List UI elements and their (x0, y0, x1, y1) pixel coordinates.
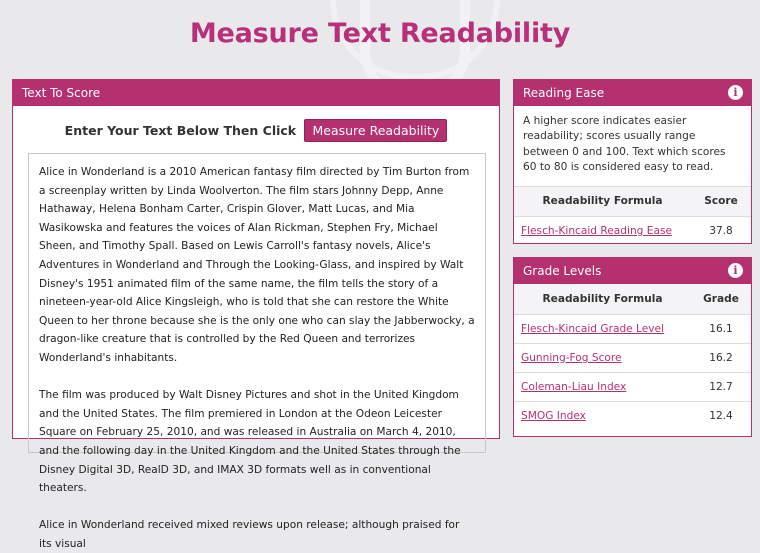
reading-ease-title: Reading Ease (523, 86, 605, 100)
enter-text-row (13, 119, 499, 142)
grade-levels-header (514, 258, 751, 284)
reading-ease-table (514, 186, 751, 246)
formula-link[interactable]: SMOG Index (521, 409, 586, 422)
measure-readability-button[interactable]: Measure Readability (304, 119, 447, 142)
grade-levels-table (514, 284, 751, 430)
text-paragraph: Alice in Wonderland received mixed reviews upon release; although praised for its visual (39, 519, 460, 550)
info-icon[interactable]: i (728, 263, 743, 278)
column-header-formula: Readability Formula (514, 186, 691, 216)
formula-link[interactable]: Gunning-Fog Score (521, 351, 622, 364)
text-paragraph: The film was produced by Walt Disney Pictures and shot in the United Kingdom and the United States. The film premiered in London at the Odeon Leicester Square on February 25, 2010, and was released in Australia on March 4, 2010, and the following day in the United Kingdom and the United States through the Disney Digital 3D, RealD 3D, and IMAX 3D formats well as in conventional theaters. (39, 389, 461, 495)
formula-link[interactable]: Flesch-Kincaid Reading Ease (521, 224, 672, 237)
formula-cell (514, 216, 691, 245)
table-row (514, 401, 751, 430)
text-to-score-panel (12, 79, 500, 550)
column-header-grade: Grade (691, 284, 751, 314)
grade-levels-panel (513, 257, 752, 437)
info-icon[interactable]: i (728, 85, 743, 100)
reading-ease-description: A higher score indicates easier readability; scores usually range between 0 and 100. Text which scores 60 to 80 is considered easy to read. (523, 115, 726, 174)
formula-cell (514, 372, 691, 401)
grade-cell: 16.2 (691, 343, 751, 372)
table-row (514, 216, 751, 245)
formula-cell (514, 343, 691, 372)
enter-text-prompt: Enter Your Text Below Then Click (64, 123, 297, 138)
score-cell: 37.8 (691, 216, 751, 245)
text-to-score-header: Text To Score (13, 80, 499, 106)
formula-link[interactable]: Coleman-Liau Index (521, 380, 627, 393)
column-header-formula: Readability Formula (514, 284, 691, 314)
text-input-area[interactable] (28, 153, 486, 550)
reading-ease-header (514, 80, 751, 106)
column-header-score: Score (691, 186, 751, 216)
table-row (514, 372, 751, 401)
table-row (514, 314, 751, 343)
formula-link[interactable]: Flesch-Kincaid Grade Level (521, 322, 665, 335)
grade-levels-title: Grade Levels (523, 264, 602, 278)
page-title: Measure Text Readability (189, 18, 571, 49)
table-header-row (514, 186, 751, 216)
table-header-row (514, 284, 751, 314)
grade-cell: 12.4 (691, 401, 751, 430)
formula-cell (514, 314, 691, 343)
formula-cell (514, 401, 691, 430)
grade-cell: 16.1 (691, 314, 751, 343)
text-paragraph: Alice in Wonderland is a 2010 American fantasy film directed by Tim Burton from a screenplay written by Linda Woolverton. The film stars Johnny Depp, Anne Hathaway, Helena Bonham Carter, Crispin Glover, Matt Lucas, and Mia Wasikowska and features the voices of Alan Rickman, Stephen Fry, Michael Sheen, and Timothy Spall. Based on Lewis Carroll's fantasy novels, Alice's Adventures in Wonderland and Through the Looking-Glass, and inspired by Walt Disney's 1951 animated film of the same name, the film tells the story of a nineteen-year-old Alice Kingsleigh, who is told that she can restore the White Queen to her throne because she is the only one who can slay the Jabberwocky, a dragon-like creature that is controlled by the Red Queen and terrorizes Wonderland's inhabitants. (39, 166, 475, 364)
reading-ease-panel (513, 79, 752, 244)
grade-cell: 12.7 (691, 372, 751, 401)
table-row (514, 343, 751, 372)
